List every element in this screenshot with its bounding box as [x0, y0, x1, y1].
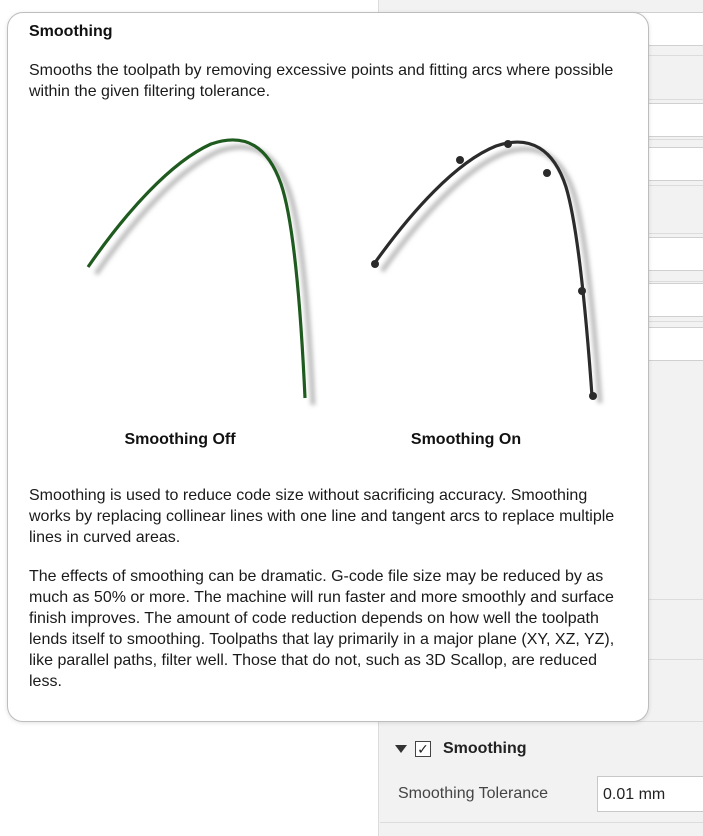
smoothing-on-curve	[371, 140, 600, 403]
panel-divider	[380, 822, 703, 823]
smoothing-section-title: Smoothing	[443, 740, 527, 757]
smoothing-off-curve	[88, 140, 313, 405]
tooltip-paragraph-1: Smoothing is used to reduce code size without sacrificing accuracy. Smoothing works by replacing collinear lines with one line and tangent arcs to replace multiple lines in curved areas.	[29, 487, 615, 546]
smoothing-tolerance-input[interactable]: 0.01 mm	[597, 776, 703, 812]
smoothing-tooltip	[7, 12, 649, 722]
arc-point-marker	[371, 260, 379, 268]
arc-point-marker	[543, 169, 551, 177]
tooltip-title: Smoothing	[29, 23, 113, 40]
smoothing-tolerance-label: Smoothing Tolerance	[398, 785, 549, 802]
tooltip-paragraph-2: The effects of smoothing can be dramatic. G-code file size may be reduced by as much as 50% or more. The machine will run faster and more smoothly and surface finish improves. The amount of code reduction depends on how well the toolpath lends itself to smoothing. Toolpaths that lay primarily in a major plane (XY, XZ, YZ), like parallel paths, filter well. Those that do not, such as 3D Scallop, are reduced less.	[29, 568, 615, 690]
caption-smoothing-off: Smoothing Off	[124, 431, 236, 448]
arc-point-marker	[456, 156, 464, 164]
smoothing-section-header[interactable]	[390, 736, 527, 762]
arc-point-marker	[504, 140, 512, 148]
arc-point-marker	[578, 287, 586, 295]
smoothing-illustration	[8, 13, 648, 423]
collapse-triangle-icon[interactable]	[395, 745, 407, 753]
arc-point-marker	[589, 392, 597, 400]
tooltip-intro: Smooths the toolpath by removing excessive points and fitting arcs where possible within the given filtering tolerance.	[29, 62, 614, 100]
caption-smoothing-on: Smoothing On	[410, 431, 522, 448]
smoothing-checkbox[interactable]: ✓	[415, 741, 431, 757]
